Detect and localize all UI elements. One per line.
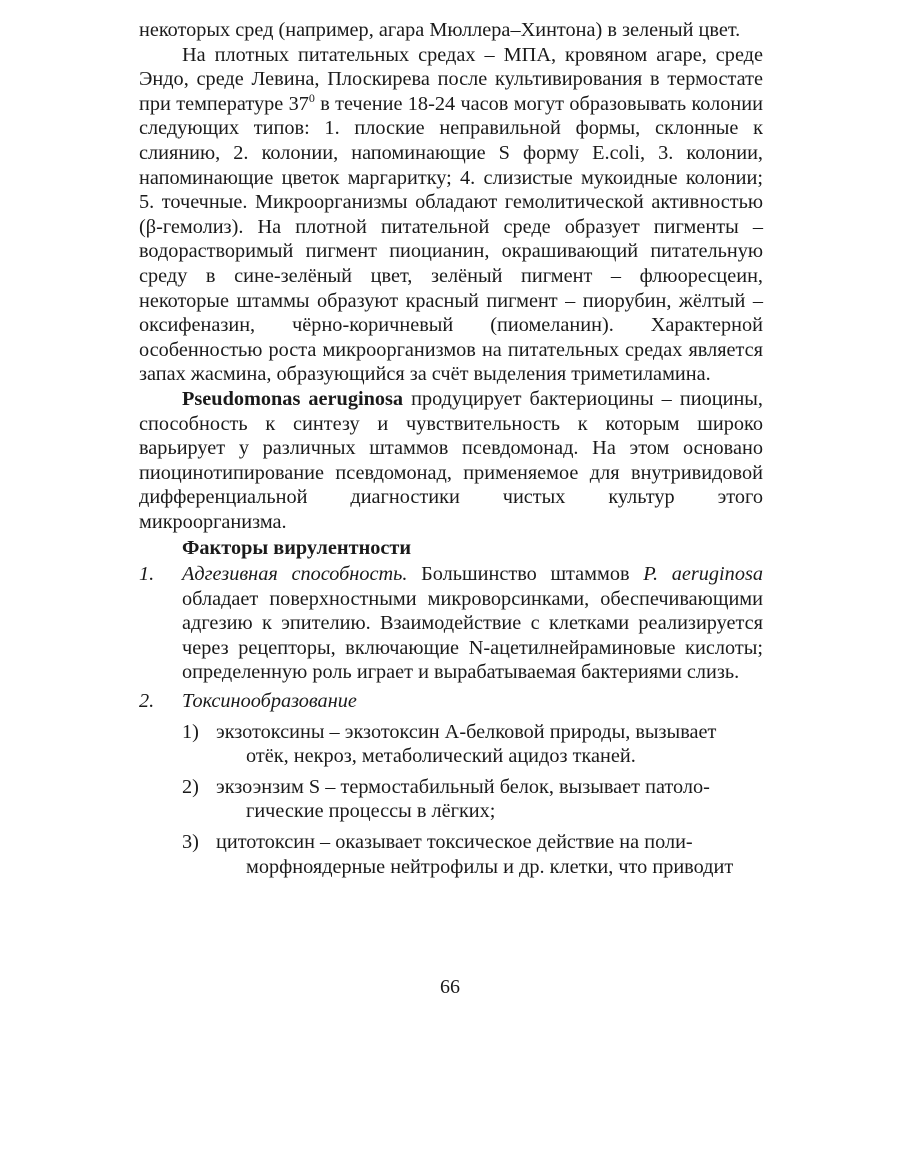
subitem-continuation: морфноядерные нейтрофилы и др. клетки, что приводит xyxy=(246,855,734,878)
paragraph-pyocins xyxy=(139,387,763,535)
subitem-continuation: гические процессы в лёгких; xyxy=(246,800,496,823)
paragraph-continuation: некоторых сред (например, агара Мюллера–Хинтона) в зеленый цвет. xyxy=(139,19,741,41)
paragraph-pyocins-text: продуцирует бактериоцины – пиоцины, способность к синтезу и чувствительность к которым широко варьирует у различных штаммов псевдомонад. На этом основано пиоцинотипирование псевдомонад, применяемое для внутривидовой дифференциальной диагностики чистых культур этого микроорганизма. xyxy=(139,387,763,533)
subitem-number: 1) xyxy=(182,720,199,743)
toxin-subitem xyxy=(182,830,763,879)
page-number: 66 xyxy=(440,976,460,998)
page-body xyxy=(139,18,763,879)
species-name-bold: Pseudomonas aeruginosa xyxy=(182,387,404,410)
subitem-body xyxy=(216,775,763,824)
subitem-text: цитотоксин – оказывает токсическое действие на поли- xyxy=(216,831,693,853)
toxin-subitem xyxy=(182,775,763,824)
section-heading-virulence: Факторы вирулентности xyxy=(182,537,412,560)
toxin-sublist xyxy=(182,720,763,880)
subitem-number: 3) xyxy=(182,831,199,853)
list-item-toxins xyxy=(139,689,763,714)
subitem-body xyxy=(216,830,763,879)
paragraph-colonies xyxy=(139,43,763,387)
list-item-adhesion xyxy=(139,562,763,685)
list-item-number: 2. xyxy=(139,690,155,713)
list-item-number: 1. xyxy=(139,563,155,586)
subitem-number: 2) xyxy=(182,775,199,798)
list-item-title: Токсинообразование xyxy=(182,690,357,713)
list-item-title: Адгезивная способность. xyxy=(182,563,408,586)
subitem-continuation: отёк, некроз, метаболический ацидоз тканей. xyxy=(246,745,636,768)
list-item-body xyxy=(182,689,763,714)
list-item-body xyxy=(182,562,763,685)
subitem-text: экзотоксины – экзотоксин А-белковой природы, вызывает xyxy=(216,720,717,743)
paragraph-colonies-text-a: На плотных питательных средах – МПА, кровяном агаре, среде Эндо, среде Левина, Плоскирева после культивирования в термостате при температуре 37 xyxy=(139,43,763,115)
subitem-text: экзоэнзим S – термостабильный белок, вызывает патоло- xyxy=(216,775,710,798)
list-item-text-b: обладает поверхностными микроворсинками, обеспечивающими адгезию к эпителию. Взаимодействие с клетками реализируется через рецепторы, включающие N-ацетилнейраминовые кислоты; определенную роль играет и вырабатываемая бактериями слизь. xyxy=(182,587,763,684)
temperature-degree-sup: 0 xyxy=(308,91,315,106)
species-abbrev: P. aeruginosa xyxy=(643,563,763,586)
subitem-body xyxy=(216,720,763,769)
paragraph-colonies-text-b: в течение 18-24 часов могут образовывать колонии следующих типов: 1. плоские неправильной формы, склонные к слиянию, 2. колонии, напоминающие S форму E.coli, 3. колонии, напоминающие цветок маргаритку; 4. слизистые мукоидные колонии; 5. точечные. Микроорганизмы обладают гемолитической активностью (β-гемолиз). На плотной питательной среде образует пигменты – водорастворимый пигмент пиоцианин, окрашивающий питательную среду в сине-зелёный цвет, зелёный пигмент – флюоресцеин, некоторые штаммы образуют красный пигмент – пиорубин, жёлтый – оксифеназин, чёрно-коричневый (пиомеланин). Характерной особенностью роста микроорганизмов на питательных средах является запах жасмина, образующийся за счёт выделения триметиламина. xyxy=(139,92,763,386)
toxin-subitem xyxy=(182,720,763,769)
list-item-text-a: Большинство штаммов xyxy=(407,563,644,586)
